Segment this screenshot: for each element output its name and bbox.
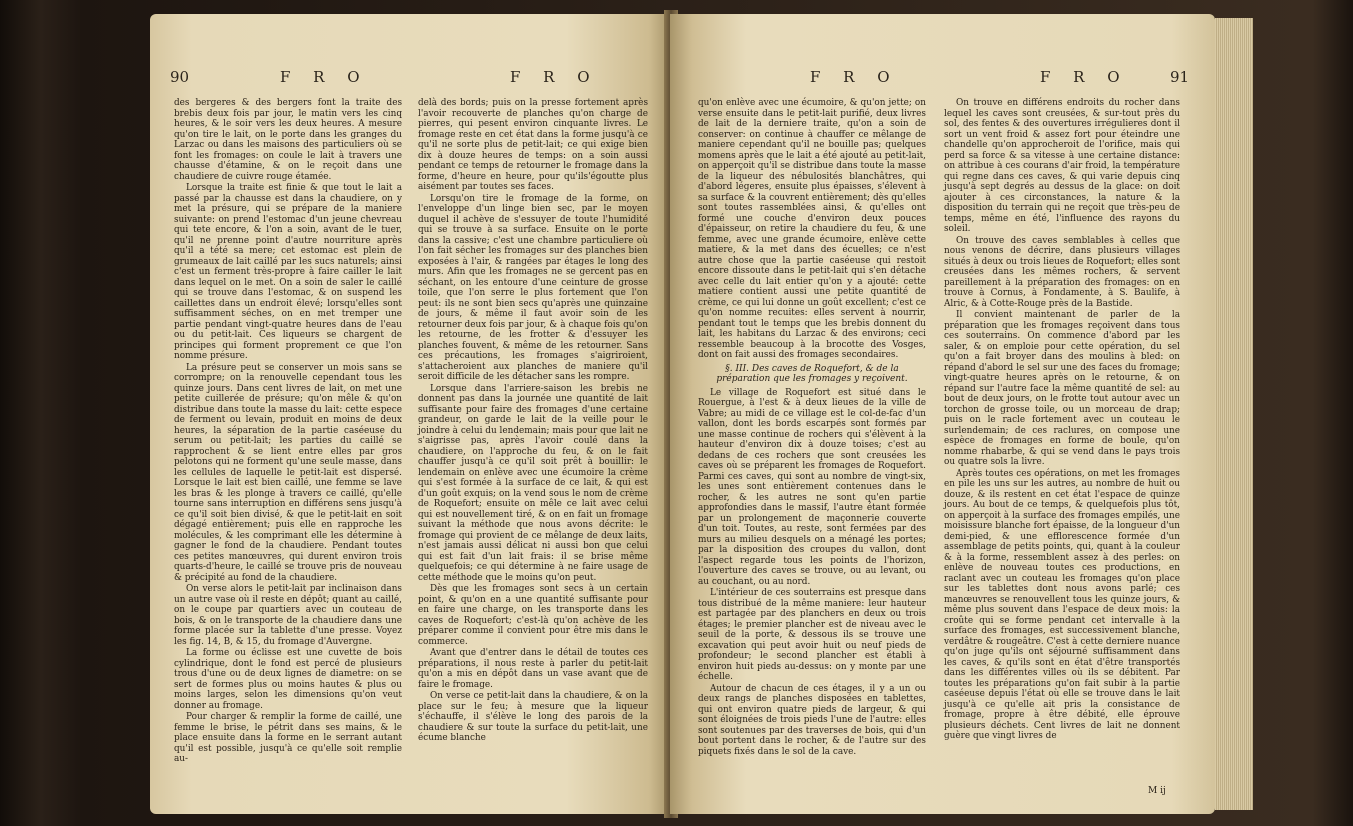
left-running-head (150, 68, 670, 90)
paragraph: delà des bords; puis on la presse fortement après l'avoir recouverte de planches qu'on charge de pierres, qui pesent environ cinquante livres. Le fromage reste en cet état dans la forme jusqu'à ce qu'il ne sorte plus de petit-lait; ce qui exige bien dix à douze heures de temps: on a soin aussi pendant ce temps de retourner le fromage dans la forme, d'heure en heure, pour qu'ils'égoutte plus aisément par toutes ses faces. (418, 98, 648, 192)
right-column-2 (944, 98, 1180, 743)
paragraph: La forme ou éclisse est une cuvette de bois cylindrique, dont le fond est percé de plusieurs trous d'une ou de deux lignes de diametre: on se sert de formes plus ou moins hautes & plus ou moins larges, selon les dimensions qu'on veut donner au fromage. (174, 648, 402, 711)
signature-mark: M ij (1148, 786, 1166, 796)
section-title: §. III. Des caves de Roquefort, & de la préparation que les fromages y reçoivent. (716, 363, 908, 384)
paragraph: Lorsque dans l'arriere-saison les brebis ne donnent pas dans la journée une quantité de lait suffisante pour faire des fromages d'une certaine grandeur, on garde le lait de la veille pour le joindre à celui du lendemain; mais pour que lait ne s'aigrisse pas, après l'avoir coulé dans la chaudiere, on l'approche du feu, & on le fait chauffer jusqu'à ce qu'il soit prêt à bouillir: le lendemain on enlève avec une écumoire la crème qui s'est formée à la surface de ce lait, & qui est d'un goût exquis; on la vend sous le nom de crème de Roquefort; ensuite on mêle ce lait avec celui qui est nouvellement tiré, & on en fait un fromage suivant la méthode que nous avons décrite: le fromage qui provient de ce mêlange de deux laits, n'est jamais aussi délicat ni aussi bon que celui qui est fait d'un lait frais: il se brise même quelquefois; ce qui détermine à ne faire usage de cette méthode que le moins qu'on peut. (418, 383, 648, 583)
paragraph: Pour charger & remplir la forme de caillé, une femme le brise, le pétrit dans ses mains, & le place ensuite dans la forme en le serrant autant qu'il est possible, jusqu'à ce qu'elle soit remplie au- (174, 712, 402, 764)
left-column-1 (174, 98, 402, 766)
right-running-head-left: F R O (810, 68, 899, 86)
paragraph: On trouve en différens endroits du rocher dans lequel les caves sont creusées, & sur-tout près du sol, des fentes & des ouvertures irrégulieres dont il sort un vent froid & assez fort pour éteindre une chandelle qu'on approcheroit de l'orifice, mais qui perd sa force & sa vitesse à une certaine distance: on attribue à ces courans d'air froid, la température qui regne dans ces caves, & qui varie depuis cinq jusqu'à sept degrés au dessus de la glace: on doit ajouter à ces circonstances, la nature & la disposition du terrain qui ne reçoit que très-peu de temps, même en été, l'influence des rayons du soleil. (944, 98, 1180, 234)
paragraph: Lorsque la traite est finie & que tout le lait a passé par la chausse est dans la chaudiere, on y met la présure, qui se prépare de la maniere suivante: on prend l'estomac d'un jeune chevreau qui tete encore, & l'on a soin, avant de le tuer, qu'il ne prenne point d'autre nourriture après qu'il a tété sa mere; cet estomac est plein de grumeaux de lait caillé par les sucs naturels; ainsi c'est un ferment très-propre à faire cailler le lait dans lequel on le met. On a soin de saler le caillé qui se trouve dans l'estomac, & on suspend les caillettes dans un endroit élevé; lorsqu'elles sont suffisamment séches, on en met tremper une partie pendant vingt-quatre heures dans de l'eau ou du petit-lait. Ces liqueurs se chargent de principes qui forment proprement ce que l'on nomme présure. (174, 183, 402, 361)
paragraph: Avant que d'entrer dans le détail de toutes ces préparations, il nous reste à parler du petit-lait qu'on a mis en dépôt dans un vase avant que de faire le fromage. (418, 648, 648, 690)
paragraph: On verse ce petit-lait dans la chaudiere, & on la place sur le feu; à mesure que la liqueur s'échauffe, il s'élève le long des parois de la chaudiere & sur toute la surface du petit-lait, une écume blanche (418, 691, 648, 743)
right-running-head-right: F R O (1040, 68, 1129, 86)
paragraph: On verse alors le petit-lait par inclinaison dans un autre vase où il reste en dépôt; quant au caillé, on le coupe par quartiers avec un couteau de bois, & on le transporte de la chaudiere dans une forme placée sur la tablette d'une presse. Voyez les fig. 14, B, & 15, du fromage d'Auvergne. (174, 584, 402, 647)
paragraph: Le village de Roquefort est situé dans le Rouergue, à l'est & à deux lieues de la ville de Vabre; au midi de ce village est le col-de-fac d'un vallon, dont les bords escarpés sont formés par une masse continue de rochers qui s'élèvent à la hauteur d'environ dix à douze toises; c'est au dedans de ces rochers que sont creusées les caves où se préparent les fromages de Roquefort. Parmi ces caves, qui sont au nombre de vingt-six, les unes sont entièrement contenues dans le rocher, & les autres ne sont qu'en partie approfondies dans le massif, l'autre étant formée par un prolongement de maçonnerie couverte d'un toit. Toutes, au reste, sont fermées par des murs au milieu desquels on a ménagé les portes; par la disposition des croupes du vallon, dont l'aspect regarde tous les points de l'horizon, l'ouverture des caves se trouve, ou au levant, ou au couchant, ou au nord. (698, 387, 926, 587)
left-running-head-right: F R O (510, 68, 599, 86)
paragraph: qu'on enlève avec une écumoire, & qu'on jette; on verse ensuite dans le petit-lait purifié, deux livres de lait de la derniere traite, qu'on a soin de conserver: on continue à chauffer ce mêlange de maniere cependant qu'il ne bouille pas; quelques momens après que le lait a été ajouté au petit-lait, on apperçoit qu'il se distribue dans toute la masse de la liqueur des nébulosités blanchâtres, qui d'abord légeres, ensuite plus épaisses, s'élevent à sa surface & la couvrent entièrement; dès qu'elles sont toutes rassemblées ainsi, & qu'elles ont formé une couche d'environ deux pouces d'épaisseur, on retire la chaudiere du feu, & une femme, avec une grande écumoire, enlève cette matiere, & la met dans des écuelles; ce n'est autre chose que la partie caséeuse qui restoit encore dissoute dans le petit-lait qui s'en détache avec celle du lait entier qu'on y a ajouté: cette matiere contient aussi une petite quantité de crème, ce qui lui donne un goût excellent; c'est ce qu'on nomme recuites: elles servent à nourrir, pendant tout le temps que les brebis donnent du lait, les habitans du Larzac & des environs; ceci ressemble beaucoup à la brocotte des Vosges, dont on fait aussi des fromages secondaires. (698, 98, 926, 360)
paragraph: Dès que les fromages sont secs à un certain point, & qu'on en a une quantité suffisante pour en faire une charge, on les transporte dans les caves de Roquefort; c'est-là qu'on achève de les préparer comme il convient pour être mis dans le commerce. (418, 584, 648, 647)
right-column-1 (698, 98, 926, 758)
left-running-head-left: F R O (280, 68, 369, 86)
paragraph: Autour de chacun de ces étages, il y a un ou deux rangs de planches disposées en tablettes, qui ont environ quatre pieds de largeur, & qui sont éloignées de trois pieds l'une de l'autre: elles sont soutenues par des traverses de bois, qui d'un bout portent dans le rocher, & de l'autre sur des piquets fixés dans le sol de la cave. (698, 683, 926, 757)
right-page-number: 91 (1170, 68, 1190, 86)
paragraph: La présure peut se conserver un mois sans se corrompre; on la renouvelle cependant tous les quinze jours. Dans cent livres de lait, on met une petite cuillerée de présure; qu'on mêle & qu'on distribue dans toute la masse du lait: cette espece de ferment ou levain, produit en moins de deux heures, la séparation de la partie caséeuse du serum ou petit-lait; les parties du caillé se rapprochent & se lient entre elles par gros pelotons qui ne forment qu'une seule masse, dans les cellules de laquelle le petit-lait est dispersé. Lorsque le lait est bien caillé, une femme se lave les bras & les plonge à travers ce caillé, qu'elle tourne sans interruption en différens sens jusqu'à ce qu'il soit bien divisé, & que le petit-lait en soit dégagé entièrement; puis elle en rapproche les molécules, & les comprimant elle les détermine à gagner le fond de la chaudiere. Pendant toutes ces petites manœuvres, qui durent environ trois quarts-d'heure, le caillé se trouve pris de nouveau & précipité au fond de la chaudiere. (174, 362, 402, 583)
left-column-2 (418, 98, 648, 745)
right-page (670, 14, 1215, 814)
left-page (150, 14, 670, 814)
paragraph: Après toutes ces opérations, on met les fromages en pile les uns sur les autres, au nombre de huit ou douze, & ils restent en cet état l'espace de quinze jours. Au bout de ce temps, & quelquefois plus tôt, on apperçoit à la surface des fromages empilés, une moisissure blanche fort épaisse, de la longueur d'un demi-pied, & une efflorescence formée d'un assemblage de petits points, qui, quant à la couleur & à la forme, ressemblent assez à des perles: on enlève de nouveau toutes ces productions, en raclant avec un couteau les fromages qu'on place sur les tablettes dont nous avons parlé; ces manœuvres se renouvellent tous les quinze jours, & même plus souvent dans l'espace de deux mois: la croûte qui se forme pendant cet intervalle à la surface des fromages, est successivement blanche, verdâtre & rougeâtre. C'est à cette derniere nuance qu'on juge qu'ils ont séjourné suffisamment dans les caves, & qu'ils sont en état d'être transportés dans les différentes villes où ils se débitent. Par toutes les préparations qu'on fait subir à la partie caséeuse depuis l'état où elle se trouve dans le lait jusqu'à ce qu'elle ait pris la consistance de fromage, propre à être débité, elle éprouve plusieurs déchets. Cent livres de lait ne donnent guère que vingt livres de (944, 468, 1180, 741)
paragraph: Lorsqu'on tire le fromage de la forme, on l'enveloppe d'un linge bien sec, par le moyen duquel il achève de s'essuyer de toute l'humidité qui se trouve à sa surface. Ensuite on le porte dans la cassive; c'est une chambre particuliere où l'on fait sécher les fromages sur des planches bien exposées à l'air, & rangées par étages le long des murs. Afin que les fromages ne se gercent pas en séchant, on les entoure d'une ceinture de grosse toile, que l'on serre le plus fortement que l'on peut: ils ne sont bien secs qu'après une quinzaine de jours, & même il faut avoir soin de les retourner deux fois par jour, & à chaque fois qu'on les retourne, de les frotter & d'essuyer les planches fouvent, & même de les retourner. Sans ces précautions, les fromages s'aigriroient, s'attacheroient aux planches de maniere qu'il seroit difficile de les détacher sans les rompre. (418, 193, 648, 382)
paragraph: des bergeres & des bergers font la traite des brebis deux fois par jour, le matin vers les cinq heures, & le soir vers les deux heures. A mesure qu'on tire le lait, on le porte dans les granges du Larzac ou dans les maisons des particuliers où se font les fromages: on coule le lait à travers une chausse d'étamine, & on le reçoit dans une chaudiere de cuivre rouge étamée. (174, 98, 402, 182)
paragraph: Il convient maintenant de parler de la préparation que les fromages reçoivent dans tous ces souterrains. On commence d'abord par les saler, & on emploie pour cette opération, du sel qu'on a fait broyer dans des moulins à bled: on répand d'abord le sel sur une des faces du fromage; vingt-quatre heures après on le retourne, & on répand sur l'autre face la même quantité de sel: au bout de deux jours, on le frotte tout autour avec un torchon de grosse toile, ou un morceau de drap; puis on le racle fortement avec un couteau le surlendemain; de ces raclures, on compose une espèce de fromages en forme de boule, qu'on nomme rhabarbe, & qui se vend dans le pays trois ou quatre sols la livre. (944, 310, 1180, 467)
paragraph: L'intérieur de ces souterrains est presque dans tous distribué de la même maniere: leur hauteur est partagée par des planchers en deux ou trois étages; le premier plancher est de niveau avec le seuil de la porte, & dessous ils se trouve une excavation qui peut avoir huit ou neuf pieds de profondeur; le second plancher est établi à environ huit pieds au-dessus: on y monte par une échelle. (698, 588, 926, 682)
paragraph: On trouve des caves semblables à celles que nous venons de décrire, dans plusieurs villages situés à deux ou trois lieues de Roquefort; elles sont creusées dans les mêmes rochers, & servent pareillement à la préparation des fromages: on en trouve à Cornus, à Fondamente, à S. Baulife, à Alric, & à Cotte-Rouge près de la Bastide. (944, 235, 1180, 309)
right-running-head (670, 68, 1215, 90)
page-edges (1215, 18, 1253, 810)
left-page-number: 90 (170, 68, 190, 86)
